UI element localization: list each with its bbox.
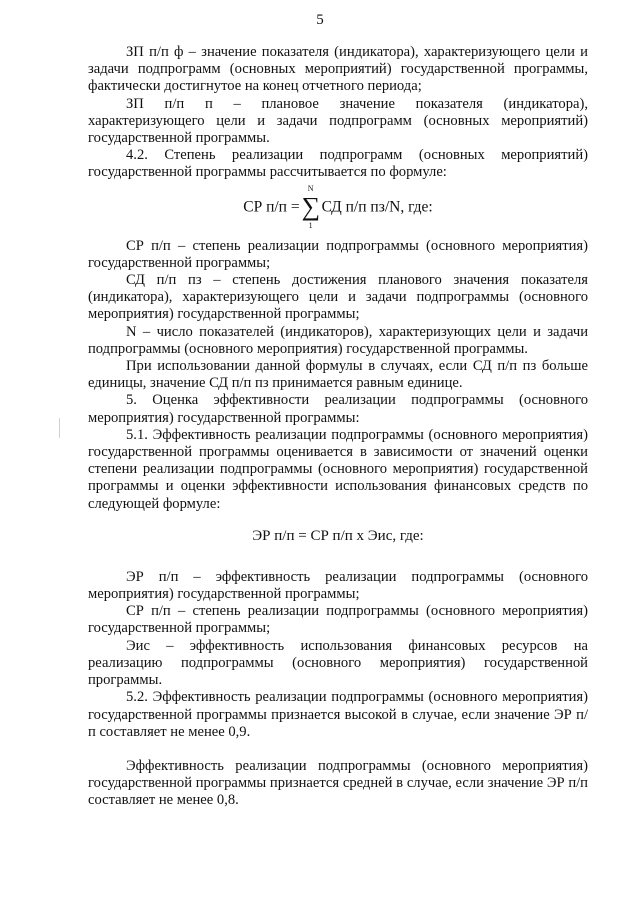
page-number: 5 — [316, 12, 324, 28]
sum-lower-limit: 1 — [308, 220, 313, 230]
paragraph-sr-def: СР п/п – степень реализации подпрограммы (основного мероприятия) государственной программы; — [88, 237, 588, 271]
formula-er: ЭР п/п = СР п/п х Эис, где: — [252, 527, 424, 544]
paragraph-5-2: 5.2. Эффективность реализации подпрограммы (основного мероприятия) государственной программы признается высокой в случае, если значение ЭР п/п составляет не менее 0,9. — [88, 689, 588, 740]
sum-upper-limit: N — [307, 183, 314, 193]
paragraph-zp-fact: ЗП п/п ф – значение показателя (индикатора), характеризующего цели и задачи подпрограмм (основных мероприятий) государственной программы, фактически достигнутое на конец отчетного периода; — [88, 44, 588, 95]
margin-mark — [59, 418, 60, 438]
paragraph-5-1: 5.1. Эффективность реализации подпрограммы (основного мероприятия) государственной программы оценивается в зависимости от значений оценки степени реализации подпрограммы (основного мероприятия) государственной программы и оценки эффективности использования финансовых средств по следующей формуле: — [88, 426, 588, 512]
paragraph-sr-def-2: СР п/п – степень реализации подпрограммы (основного мероприятия) государственной программы; — [88, 603, 588, 637]
formula-sr-rhs: СД п/п пз/N, где: — [321, 198, 433, 216]
paragraph-formula-note: При использовании данной формулы в случаях, если СД п/п пз больше единицы, значение СД п/п пз принимается равным единице. — [88, 358, 588, 392]
paragraph-sd-def: СД п/п пз – степень достижения планового значения показателя (индикатора), характеризующего цели и задачи подпрограммы (основного мероприятия) государственной программы; — [88, 272, 588, 323]
paragraph-eis-def: Эис – эффективность использования финансовых ресурсов на реализацию подпрограммы (основного мероприятия) государственной программы. — [88, 637, 588, 689]
document-body — [88, 44, 588, 810]
paragraph-zp-plan: ЗП п/п п – плановое значение показателя (индикатора), характеризующего цели и задачи подпрограмм (основных мероприятий) государственной программы. — [88, 95, 588, 147]
paragraph-gap — [88, 741, 588, 758]
paragraph-n-def: N – число показателей (индикаторов), характеризующих цели и задачи подпрограммы (основного мероприятия) государственной программы. — [88, 323, 588, 357]
paragraph-medium-efficiency: Эффективность реализации подпрограммы (основного мероприятия) государственной программы признается средней в случае, если значение ЭР п/п составляет не менее 0,8. — [88, 757, 588, 809]
paragraph-5: 5. Оценка эффективности реализации подпрограммы (основного мероприятия) государственной программы: — [88, 392, 588, 426]
paragraph-4-2: 4.2. Степень реализации подпрограмм (основных мероприятий) государственной программы рассчитывается по формуле: — [88, 147, 588, 181]
sum-sigma: N ∑ 1 — [301, 183, 321, 230]
formula-sr-lhs: СР п/п = — [243, 198, 300, 216]
formula-sr — [88, 183, 588, 230]
paragraph-er-def: ЭР п/п – эффективность реализации подпрограммы (основного мероприятия) государственной программы; — [88, 568, 588, 603]
